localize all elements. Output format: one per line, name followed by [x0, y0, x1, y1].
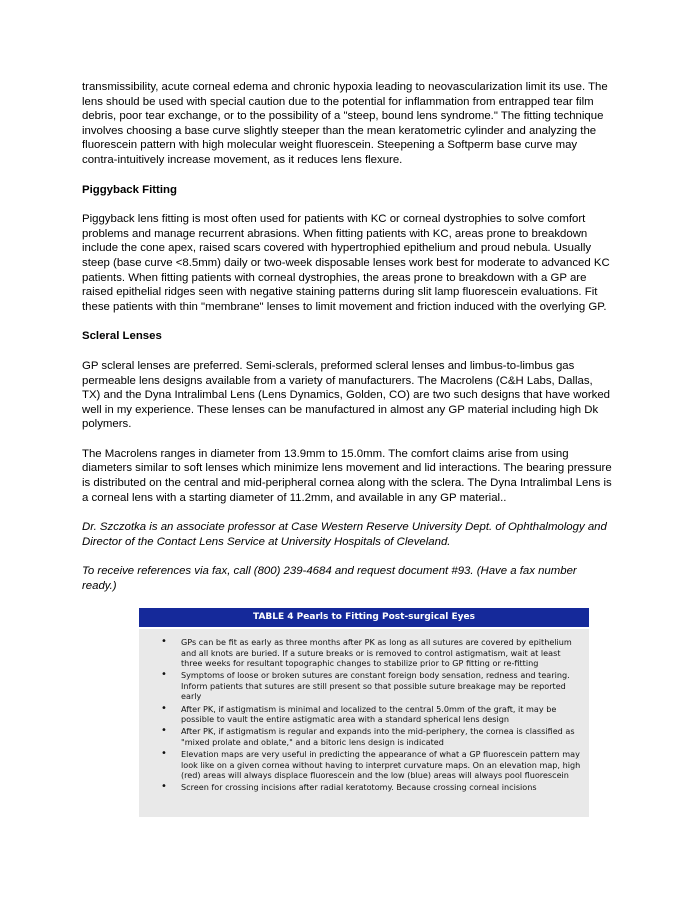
paragraph-scleral-2: The Macrolens ranges in diameter from 13.9mm to 15.0mm. The comfort claims arise from using diameters similar to soft lenses which minimize lens movement and lid interactions. The bearing pressure is distributed on the central and mid-peripheral cornea along with the sclera. The Dyna Intralimbal Lens is a corneal lens with a starting diameter of 11.2mm, and available in any GP material.. [82, 447, 612, 504]
list-item [139, 704, 581, 725]
list-item-text: After PK, if astigmatism is minimal and localized to the central 5.0mm of the graft, it may be possible to vault the entire astigmatic area with a standard spherical lens design [181, 703, 557, 725]
table-list [139, 629, 589, 793]
author-note: Dr. Szczotka is an associate professor at Case Western Reserve University Dept. of Ophthalmology and Director of the Contact Lens Service at University Hospitals of Cleveland. [82, 521, 607, 548]
paragraph-scleral-1: GP scleral lenses are preferred. Semi-sclerals, preformed scleral lenses and limbus-to-limbus gas permeable lens designs available from a variety of manufacturers. The Macrolens (C&H Labs, Dallas, TX) and the Dyna Intralimbal Lens (Lens Dynamics, Golden, CO) are two such designs that have worked well in my experience. These lenses can be manufactured in almost any GP material including high Dk polymers. [82, 359, 611, 431]
bullet-icon: • [161, 725, 167, 737]
list-item-text: After PK, if astigmatism is regular and expands into the mid-periphery, the cornea is classified as "mixed prolate and oblate," and a bitoric lens design is indicated [181, 726, 575, 747]
list-item [139, 637, 581, 669]
bullet-icon: • [161, 669, 167, 681]
list-item [139, 726, 581, 747]
list-item-text: Symptoms of loose or broken sutures are constant foreign body sensation, redness and tearing. Inform patients that sutures are still present so that possible suture breakage may be reported early [181, 670, 570, 702]
bullet-icon: • [161, 781, 167, 793]
list-item [139, 670, 581, 702]
article-body [82, 80, 612, 609]
pearls-table [139, 608, 589, 817]
list-item-text: GPs can be fit as early as three months after PK as long as all sutures are covered by epithelium and all knots are buried. If a suture breaks or is removed to control astigmatism, wait at least three weeks for resultant topographic changes to stabilize prior to GP fitting or re-fitting [181, 637, 572, 669]
fax-note: To receive references via fax, call (800) 239-4684 and request document #93. (Have a fax number ready.) [82, 565, 577, 593]
paragraph-continued: transmissibility, acute corneal edema and chronic hypoxia leading to neovascularization limit its use. The lens should be used with special caution due to the potential for inflammation from entrapped tear film debris, poor tear exchange, or to the possibility of a "steep, bound lens syndrome." The fitting technique involves choosing a base curve slightly steeper than the mean keratometric cylinder and analyzing the fluorescein pattern with high molecular weight fluorescein. Steepening a Softperm base curve may contra-intuitively increase movement, as it reduces lens flexure. [82, 81, 608, 166]
list-item-text: Elevation maps are very useful in predicting the appearance of what a GP fluorescein pattern may look like on a given cornea without having to interpret curvature maps. On an elevation map, high (red) areas will always displace fluorescein and the low (blue) areas will always pool fluorescein [181, 748, 581, 781]
table-title: TABLE 4 Pearls to Fitting Post-surgical Eyes [139, 608, 589, 629]
list-item [139, 782, 581, 793]
list-item-text: Screen for crossing incisions after radial keratotomy. Because crossing corneal incisions [181, 782, 537, 793]
paragraph-piggyback: Piggyback lens fitting is most often used for patients with KC or corneal dystrophies to solve comfort problems and manage recurrent abrasions. When fitting patients with KC, areas prone to breakdown include the cone apex, raised scars covered with hypertrophied epithelium and proud nebula. Usually steep (base curve <8.5mm) daily or two-week disposable lenses work best for moderate to advanced KC patients. When fitting patients with corneal dystrophies, the areas prone to breakdown with a GP are raised epithelial ridges seen with negative staining patterns during slit lamp fluorescein evaluations. Fit these patients with thin "membrane" lenses to limit movement and friction induced with the overlying GP. [82, 213, 610, 313]
bullet-icon: • [161, 636, 167, 647]
bullet-icon: • [161, 747, 167, 759]
heading-piggyback-fitting: Piggyback Fitting [82, 183, 177, 196]
list-item [139, 749, 581, 781]
heading-scleral-lenses: Scleral Lenses [82, 330, 162, 343]
bullet-icon: • [161, 702, 167, 714]
